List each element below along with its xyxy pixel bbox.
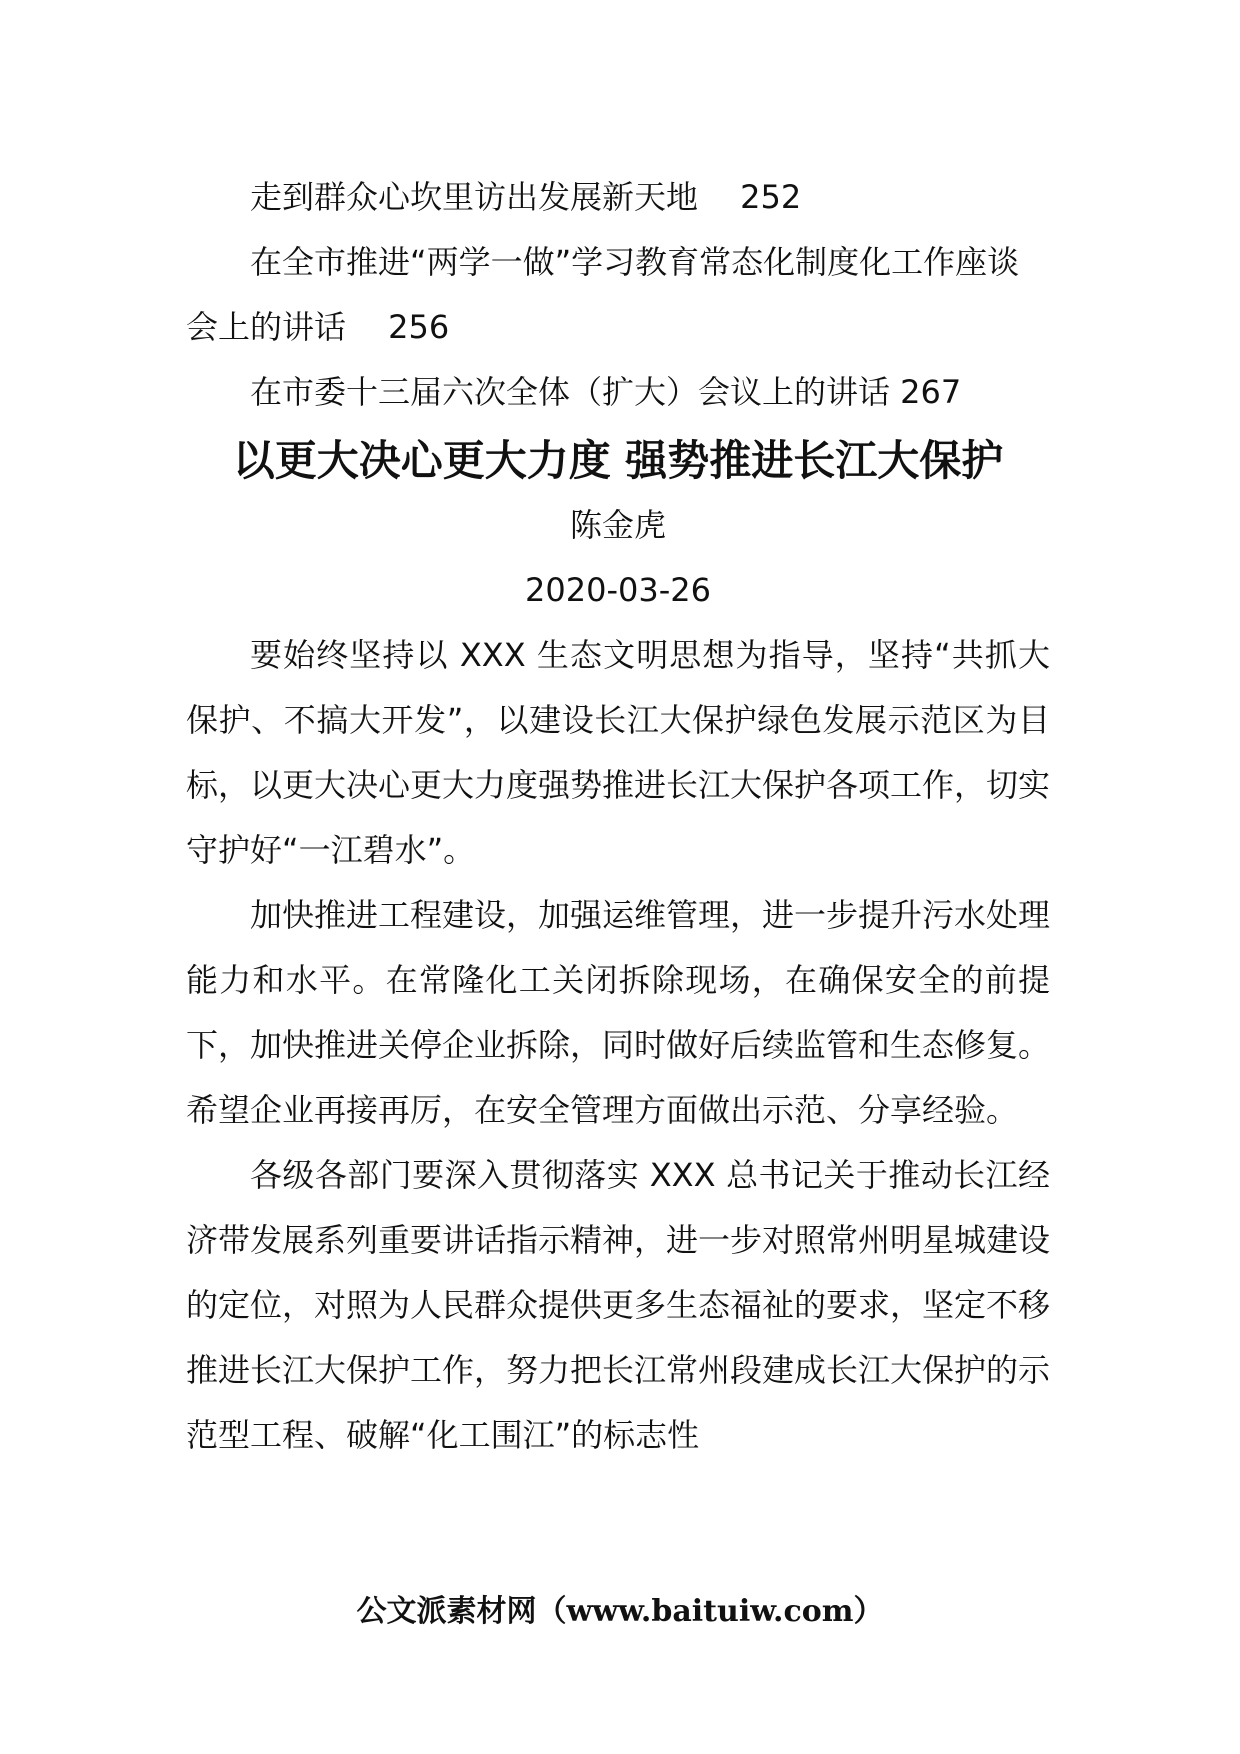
body-paragraph: 加快推进工程建设，加强运维管理，进一步提升污水处理能力和水平。在常隆化工关闭拆除现场，在确保安全的前提下，加快推进关停企业拆除，同时做好后续监管和生态修复。希望企业再接再厉，在安全管理方面做出示范、分享经验。 — [186, 896, 1051, 1129]
toc-item[interactable]: 走到群众心坎里访出发展新天地 252 — [250, 178, 802, 216]
footer-watermark: 公文派素材网（www.baituiw.com） — [356, 1594, 884, 1629]
document-body — [186, 165, 1050, 1468]
article-title: 以更大决心更大力度 强势推进长江大保护 — [232, 436, 1004, 485]
article-author: 陈金虎 — [569, 506, 666, 544]
toc-item[interactable]: 在市委十三届六次全体（扩大）会议上的讲话 267 — [250, 373, 962, 411]
article-date: 2020-03-26 — [525, 571, 711, 609]
body-paragraph: 要始终坚持以 XXX 生态文明思想为指导，坚持“共抓大保护、不搞大开发”，以建设长江大保护绿色发展示范区为目标，以更大决心更大力度强势推进长江大保护各项工作，切实守护好“一江碧水”。 — [186, 636, 1051, 869]
toc-item[interactable]: 在全市推进“两学一做”学习教育常态化制度化工作座谈会上的讲话 256 — [186, 243, 1020, 346]
body-paragraph: 各级各部门要深入贯彻落实 XXX 总书记关于推动长江经济带发展系列重要讲话指示精神，进一步对照常州明星城建设的定位，对照为人民群众提供更多生态福祉的要求，坚定不移推进长江大保护工作，努力把长江常州段建成长江大保护的示范型工程、破解“化工围江”的标志性 — [186, 1156, 1051, 1454]
